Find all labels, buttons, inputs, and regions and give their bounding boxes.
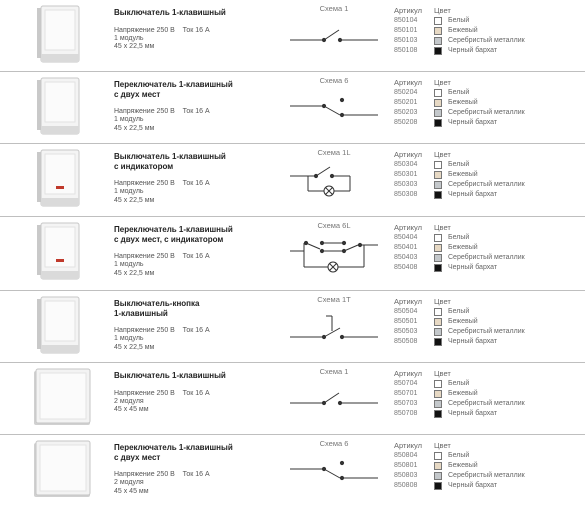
color-name: Белый [448, 234, 470, 241]
color-option [434, 190, 584, 200]
article-number: 850203 [394, 109, 418, 116]
article-number: 850703 [394, 400, 418, 407]
article-number: 850301 [394, 171, 418, 178]
size: 45 х 45 мм [114, 406, 149, 414]
voltage: Напряжение 250 В [114, 253, 175, 260]
white-swatch [434, 161, 442, 169]
article-number: 850308 [394, 191, 418, 198]
article-number: 850704 [394, 380, 418, 387]
article-number: 850401 [394, 244, 418, 251]
color-name: Серебристый металлик [448, 254, 525, 261]
wiring-scheme [286, 4, 382, 64]
modules: 2 модуля [114, 397, 144, 405]
color-option [434, 327, 584, 337]
silver-swatch [434, 37, 442, 45]
color-option [434, 160, 584, 170]
article-number: 850303 [394, 181, 418, 188]
modules: 1 модуль [114, 261, 144, 269]
article-number: 850801 [394, 462, 418, 469]
product-row [0, 435, 585, 507]
color-name: Черный бархат [448, 482, 498, 489]
product-name: Переключатель 1-клавишный с двух мест [114, 443, 233, 462]
product-description [114, 8, 289, 52]
switch-photo [32, 221, 94, 283]
color-option [434, 481, 584, 491]
article-number: 850501 [394, 318, 418, 325]
color-column [434, 6, 584, 56]
product-spec [114, 27, 289, 35]
color-column [434, 369, 584, 419]
article-number: 850101 [394, 27, 418, 34]
color-name: Серебристый металлик [448, 472, 525, 479]
beige-swatch [434, 462, 442, 470]
scheme-1-diagram [286, 14, 382, 64]
article-number: 850708 [394, 410, 418, 417]
voltage: Напряжение 250 В [114, 471, 175, 478]
scheme-label: Схема 6 [319, 76, 349, 85]
article-column [394, 78, 430, 128]
article-number: 850404 [394, 234, 418, 241]
color-option [434, 451, 584, 461]
product-name: Выключатель 1-клавишный с индикатором [114, 152, 226, 171]
scheme-6-diagram [286, 449, 382, 499]
product-spec [114, 390, 289, 398]
color-option [434, 253, 584, 263]
white-swatch [434, 308, 442, 316]
product-name: Выключатель 1-клавишный [114, 371, 226, 380]
wiring-scheme [286, 367, 382, 427]
size: 45 х 22,5 мм [114, 343, 155, 351]
article-column [394, 223, 430, 273]
color-option [434, 26, 584, 36]
article-number: 850508 [394, 338, 418, 345]
scheme-label: Схема 1L [317, 148, 351, 157]
article-number: 850408 [394, 264, 418, 271]
product-description [114, 371, 289, 415]
scheme-1-diagram [286, 377, 382, 427]
color-name: Черный бархат [448, 119, 498, 126]
current: Ток 16 А [182, 389, 210, 397]
color-option [434, 88, 584, 98]
color-name: Серебристый металлик [448, 109, 525, 116]
article-column [394, 6, 430, 56]
color-name: Белый [448, 89, 470, 96]
color-name: Серебристый металлик [448, 328, 525, 335]
product-description [114, 299, 289, 352]
color-header: Цвет [434, 6, 451, 15]
article-number: 850504 [394, 308, 418, 315]
scheme-label: Схема 6L [317, 221, 351, 230]
size: 45 х 22,5 мм [114, 43, 155, 51]
color-name: Бежевый [448, 390, 478, 397]
voltage: Напряжение 250 В [114, 389, 175, 397]
color-option [434, 16, 584, 26]
switch-photo [32, 76, 94, 138]
article-column [394, 150, 430, 200]
current: Ток 16 А [182, 471, 210, 478]
article-number: 850108 [394, 47, 418, 54]
color-name: Белый [448, 308, 470, 315]
article-number: 850808 [394, 482, 418, 489]
voltage: Напряжение 250 В [114, 108, 175, 115]
product-row [0, 0, 585, 72]
article-header: Артикул [394, 441, 422, 450]
color-option [434, 399, 584, 409]
article-number: 850804 [394, 452, 418, 459]
switch-photo [32, 295, 94, 357]
product-row [0, 72, 585, 144]
color-option [434, 170, 584, 180]
color-option [434, 108, 584, 118]
color-name: Черный бархат [448, 191, 498, 198]
color-column [434, 150, 584, 200]
color-name: Серебристый металлик [448, 181, 525, 188]
black-swatch [434, 338, 442, 346]
scheme-6l-diagram [286, 231, 382, 281]
current: Ток 16 А [182, 180, 210, 187]
product-spec [114, 471, 289, 479]
article-number: 850803 [394, 472, 418, 479]
switch-photo [32, 439, 94, 501]
silver-swatch [434, 328, 442, 336]
article-number: 850403 [394, 254, 418, 261]
wiring-scheme [286, 76, 382, 136]
product-spec [114, 108, 289, 116]
current: Ток 16 А [182, 108, 210, 115]
color-name: Бежевый [448, 318, 478, 325]
article-header: Артикул [394, 223, 422, 232]
modules: 1 модуль [114, 116, 144, 124]
article-column [394, 297, 430, 347]
current: Ток 16 А [182, 253, 210, 260]
product-name: Переключатель 1-клавишный с двух мест [114, 80, 233, 99]
indicator-lamp-icon [56, 186, 64, 189]
article-number: 850503 [394, 328, 418, 335]
article-header: Артикул [394, 78, 422, 87]
color-option [434, 317, 584, 327]
product-description [114, 225, 289, 278]
color-option [434, 98, 584, 108]
current: Ток 16 А [182, 327, 210, 334]
size: 45 х 45 мм [114, 487, 149, 495]
scheme-label: Схема 1Т [317, 295, 351, 304]
color-name: Серебристый металлик [448, 37, 525, 44]
silver-swatch [434, 109, 442, 117]
wiring-scheme [286, 148, 382, 208]
article-number: 850701 [394, 390, 418, 397]
article-header: Артикул [394, 150, 422, 159]
article-column [394, 369, 430, 419]
scheme-1l-diagram [286, 158, 382, 208]
silver-swatch [434, 400, 442, 408]
voltage: Напряжение 250 В [114, 327, 175, 334]
beige-swatch [434, 318, 442, 326]
color-option [434, 46, 584, 56]
black-swatch [434, 119, 442, 127]
indicator-lamp-icon [56, 259, 64, 262]
article-column [394, 441, 430, 491]
voltage: Напряжение 250 В [114, 180, 175, 187]
product-name: Выключатель-кнопка 1-клавишный [114, 299, 200, 318]
article-number: 850201 [394, 99, 418, 106]
color-header: Цвет [434, 441, 451, 450]
beige-swatch [434, 390, 442, 398]
product-row [0, 144, 585, 217]
color-column [434, 441, 584, 491]
white-swatch [434, 17, 442, 25]
beige-swatch [434, 99, 442, 107]
color-header: Цвет [434, 78, 451, 87]
black-swatch [434, 47, 442, 55]
color-option [434, 389, 584, 399]
color-header: Цвет [434, 223, 451, 232]
article-header: Артикул [394, 369, 422, 378]
modules: 2 модуля [114, 479, 144, 487]
beige-swatch [434, 171, 442, 179]
article-number: 850103 [394, 37, 418, 44]
scheme-1t-diagram [286, 305, 382, 355]
scheme-6-diagram [286, 86, 382, 136]
article-number: 850104 [394, 17, 418, 24]
color-option [434, 307, 584, 317]
color-name: Белый [448, 17, 470, 24]
silver-swatch [434, 254, 442, 262]
beige-swatch [434, 27, 442, 35]
current: Ток 16 А [182, 26, 210, 34]
color-option [434, 118, 584, 128]
size: 45 х 22,5 мм [114, 124, 155, 132]
product-spec [114, 253, 289, 261]
switch-photo [32, 4, 94, 66]
black-swatch [434, 191, 442, 199]
product-description [114, 80, 289, 133]
color-column [434, 297, 584, 347]
modules: 1 модуль [114, 34, 144, 42]
color-column [434, 78, 584, 128]
color-column [434, 223, 584, 273]
color-option [434, 471, 584, 481]
color-name: Бежевый [448, 27, 478, 34]
article-number: 850208 [394, 119, 418, 126]
color-option [434, 337, 584, 347]
color-name: Серебристый металлик [448, 400, 525, 407]
black-swatch [434, 410, 442, 418]
black-swatch [434, 482, 442, 490]
color-name: Бежевый [448, 171, 478, 178]
color-option [434, 461, 584, 471]
product-spec [114, 327, 289, 335]
color-option [434, 263, 584, 273]
wiring-scheme [286, 295, 382, 355]
switch-photo [32, 367, 94, 429]
color-name: Черный бархат [448, 410, 498, 417]
modules: 1 модуль [114, 188, 144, 196]
product-description [114, 152, 289, 205]
color-option [434, 243, 584, 253]
beige-swatch [434, 244, 442, 252]
wiring-scheme [286, 221, 382, 281]
silver-swatch [434, 181, 442, 189]
color-name: Бежевый [448, 244, 478, 251]
article-number: 850204 [394, 89, 418, 96]
color-option [434, 379, 584, 389]
article-header: Артикул [394, 297, 422, 306]
wiring-scheme [286, 439, 382, 499]
color-header: Цвет [434, 369, 451, 378]
article-header: Артикул [394, 6, 422, 15]
size: 45 х 22,5 мм [114, 196, 155, 204]
color-option [434, 180, 584, 190]
white-swatch [434, 234, 442, 242]
white-swatch [434, 452, 442, 460]
color-name: Черный бархат [448, 47, 498, 54]
switch-photo [32, 148, 94, 210]
color-option [434, 36, 584, 46]
color-name: Белый [448, 452, 470, 459]
color-name: Бежевый [448, 462, 478, 469]
product-row [0, 217, 585, 291]
article-number: 850304 [394, 161, 418, 168]
scheme-label: Схема 1 [319, 367, 349, 376]
modules: 1 модуль [114, 335, 144, 343]
white-swatch [434, 380, 442, 388]
silver-swatch [434, 472, 442, 480]
scheme-label: Схема 1 [319, 4, 349, 13]
color-name: Черный бархат [448, 264, 498, 271]
scheme-label: Схема 6 [319, 439, 349, 448]
voltage: Напряжение 250 В [114, 26, 175, 34]
black-swatch [434, 264, 442, 272]
color-name: Черный бархат [448, 338, 498, 345]
color-header: Цвет [434, 150, 451, 159]
color-name: Белый [448, 380, 470, 387]
product-row [0, 291, 585, 363]
product-name: Выключатель 1-клавишный [114, 8, 226, 17]
color-name: Белый [448, 161, 470, 168]
size: 45 х 22,5 мм [114, 269, 155, 277]
product-spec [114, 180, 289, 188]
color-option [434, 233, 584, 243]
product-description [114, 443, 289, 496]
color-option [434, 409, 584, 419]
color-header: Цвет [434, 297, 451, 306]
product-row [0, 363, 585, 435]
color-name: Бежевый [448, 99, 478, 106]
white-swatch [434, 89, 442, 97]
product-name: Переключатель 1-клавишный с двух мест, с индикатором [114, 225, 233, 244]
